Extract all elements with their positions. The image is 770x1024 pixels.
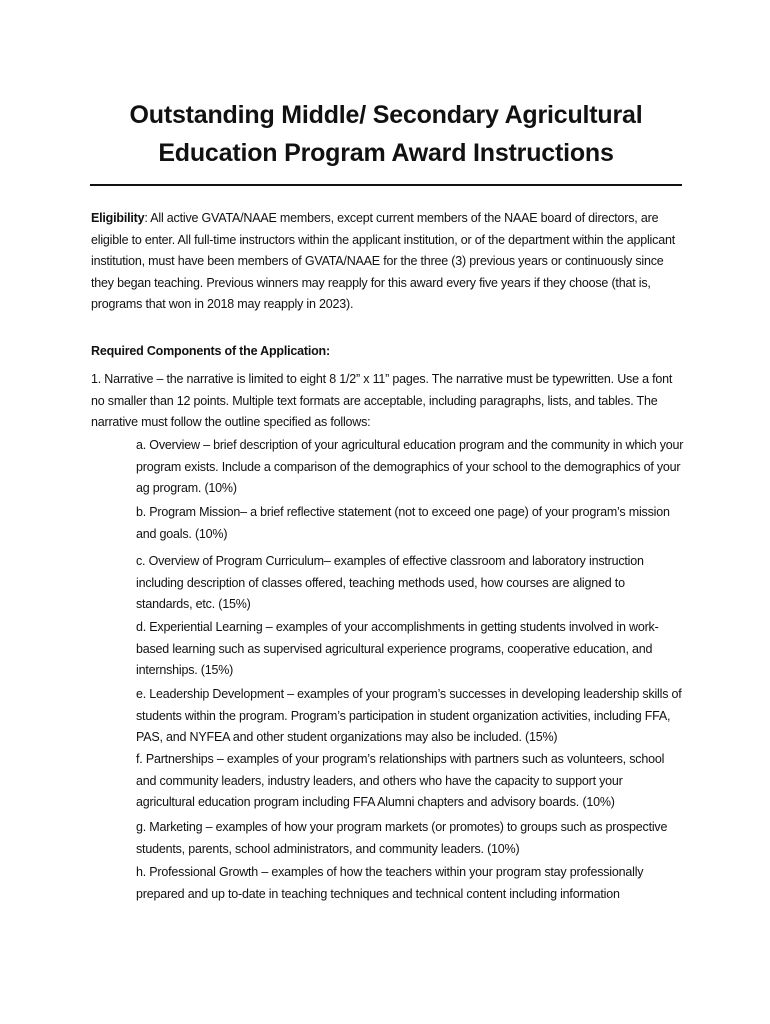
title-divider <box>90 184 682 186</box>
document-title <box>90 96 682 172</box>
title-line-2: Education Program Award Instructions <box>158 139 614 167</box>
item-marketing: g. Marketing – examples of how your program markets (or promotes) to groups such as prospective students, parents, school administrators, and community leaders. (10%) <box>136 820 668 856</box>
item-program-mission: b. Program Mission– a brief reflective statement (not to exceed one page) of your program’s mission and goals. (10%) <box>136 505 670 541</box>
item-professional-growth: h. Professional Growth – examples of how the teachers within your program stay professionally prepared and up to-date in teaching techniques and technical content including information <box>136 865 644 901</box>
eligibility-paragraph <box>91 208 686 316</box>
item-leadership-development: e. Leadership Development – examples of your program’s successes in developing leadership skills of students within the program. Program’s participation in student organization activities, including FFA, PAS, and NYFEA and other student organizations may also be included. (15%) <box>136 687 682 745</box>
item-experiential-learning: d. Experiential Learning – examples of your accomplishments in getting students involved in work-based learning such as supervised agricultural experience programs, cooperative education, and internships. (15%) <box>136 620 659 678</box>
item-overview: a. Overview – brief description of your agricultural education program and the community in which your program exists. Include a comparison of the demographics of your school to the demographics of your ag program. (10%) <box>136 438 684 496</box>
required-components-heading: Required Components of the Application: <box>91 344 330 358</box>
item-program-curriculum: c. Overview of Program Curriculum– examples of effective classroom and laboratory instruction including description of classes offered, teaching methods used, how courses are aligned to standards, etc. (15%) <box>136 554 644 612</box>
item-partnerships: f. Partnerships – examples of your program’s relationships with partners such as volunteers, school and community leaders, industry leaders, and others who have the capacity to support your agricultural education program including FFA Alumni chapters and advisory boards. (10%) <box>136 752 665 810</box>
narrative-intro-paragraph: 1. Narrative – the narrative is limited to eight 8 1/2” x 11” pages. The narrative must be typewritten. Use a font no smaller than 12 points. Multiple text formats are acceptable, including paragraphs, lists, and tables. The narrative must follow the outline specified as follows: <box>91 372 673 430</box>
title-line-1: Outstanding Middle/ Secondary Agricultural <box>129 101 643 129</box>
eligibility-text: : All active GVATA/NAAE members, except current members of the NAAE board of directors, are eligible to enter. All full-time instructors within the applicant institution, or of the department within the applicant institution, must have been members of GVATA/NAAE for the three (3) previous years or continuously since they began teaching. Previous winners may reapply for this award every five years if they choose (that is, programs that won in 2018 may reapply in 2023). <box>91 211 675 312</box>
eligibility-label: Eligibility <box>91 211 145 225</box>
